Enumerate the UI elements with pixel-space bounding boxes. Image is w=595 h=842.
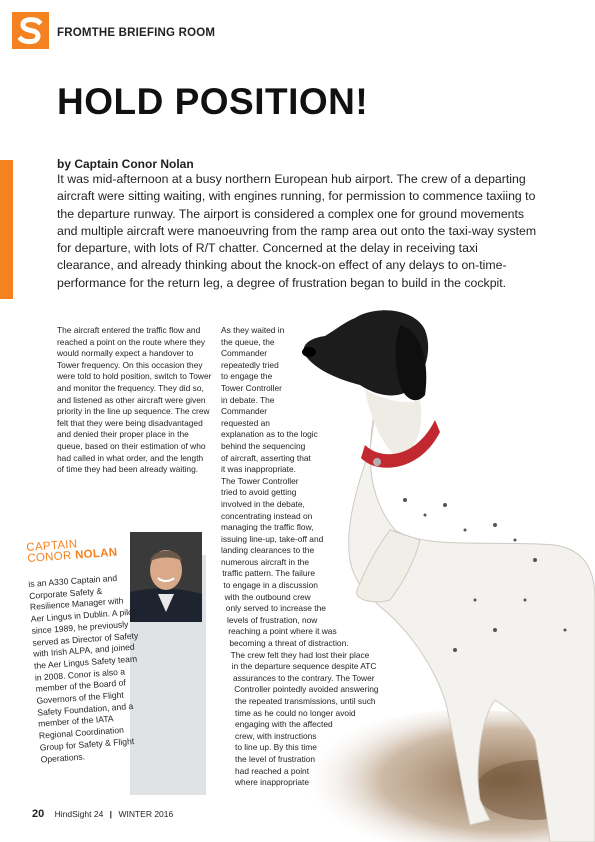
bio-name-given: CONOR <box>27 549 73 565</box>
body-line: becoming a threat of distraction. <box>229 638 349 649</box>
body-line: behind the sequencing <box>221 440 306 451</box>
body-line: Commander <box>221 348 268 359</box>
body-line: crew, with instructions <box>235 730 317 741</box>
body-line: numerous aircraft in the <box>221 556 309 567</box>
body-line: managing the traffic flow, <box>221 522 314 533</box>
accent-bar <box>0 160 13 299</box>
body-line: it was inappropriate. <box>221 464 296 475</box>
footer-divider: | <box>109 809 113 819</box>
body-line: time as he could no longer avoid <box>235 707 356 718</box>
body-line: the repeated transmissions, until such <box>235 696 376 706</box>
body-line: only served to increase the <box>225 603 326 614</box>
bio-text: is an A330 Captain and Corporate Safety & Resilience Manager with Aer Lingus in Dublin. A pilot since 1989, he previously served as Director of Safety with Irish ALPA, and joined the Aer Lingus Safety team in 2008. Conor is also a member of the Board of Governors of the Flight Safety Foundation, and a member of the IATA Regional Coordination Group for Safety & Flight Operations. <box>28 572 139 765</box>
section-label: FROMTHE BRIEFING ROOM <box>57 27 216 39</box>
body-paragraph: The aircraft entered the traffic flow and reached a point on the route where they would normally expect a handover to Tower frequency. On this occasion they were told to hold position, switch to Tower and monitor the frequency. They did so, and listened as other aircraft were given priority in the line up sequence. The crew felt that they were being disadvantaged and denied their proper place in the queue, based on their estimation of who had called in what order, and the length of time they had been already waiting. <box>57 325 212 475</box>
body-line: of aircraft, asserting that <box>221 452 311 463</box>
body-line: Controller pointedly avoided answering <box>234 684 379 695</box>
body-line: engaging with the affected <box>235 719 333 730</box>
body-line: The crew felt they had lost their place <box>230 649 370 660</box>
article-title: HOLD POSITION! <box>57 81 369 122</box>
body-line: involved in the debate, <box>221 498 305 509</box>
body-line: the queue, the <box>221 336 275 347</box>
body-line: requested an <box>221 417 270 428</box>
issue-name: WINTER 2016 <box>118 809 174 819</box>
body-column-1 <box>57 325 212 476</box>
body-line: in the departure sequence despite ATC <box>231 661 377 672</box>
body-line: concentrating instead on <box>221 510 313 521</box>
body-line: tried to avoid getting <box>221 487 297 498</box>
body-line: landing clearances to the <box>221 545 315 556</box>
body-line: levels of frustration, now <box>227 614 318 625</box>
publication-name: HindSight 24 <box>54 809 104 819</box>
logo-s-icon <box>12 12 49 49</box>
bio-name-line-1: CAPTAIN <box>26 538 78 554</box>
page-footer <box>32 808 173 820</box>
body-line: As they waited in <box>221 325 285 335</box>
body-line: reaching a point where it was <box>228 626 337 637</box>
body-line: Tower Controller <box>221 382 282 393</box>
hindsight-logo <box>12 12 49 49</box>
body-line: traffic pattern. The failure <box>222 568 315 579</box>
body-line: to engage the <box>221 371 273 382</box>
body-line: The Tower Controller <box>221 475 299 486</box>
body-line: explanation as to the logic <box>221 429 318 440</box>
bio-name-last: NOLAN <box>74 546 118 562</box>
body-line: repeatedly tried <box>221 359 279 370</box>
body-line: assurances to the contrary. The Tower <box>233 672 375 683</box>
body-line: where inappropriate <box>235 777 310 788</box>
body-line: to line up. By this time <box>235 742 317 753</box>
author-photo <box>130 532 202 622</box>
body-line: Commander <box>221 406 268 417</box>
body-column-2 <box>221 325 393 789</box>
article-intro: It was mid-afternoon at a busy northern European hub airport. The crew of a departing aircraft were sitting waiting, with engines running, for permission to commence taxiing to the departure runway. The airport is considered a complex one for ground movements and multiple aircraft were manoeuvring from the ramp area out onto the taxi-way system for departure, with lots of R/T chatter. Concerned at the delay in receiving taxi clearance, and already thinking about the knock-on effect of any delays to on-time-performance for the return leg, a degree of frustration began to build in the cockpit. <box>57 172 537 290</box>
body-line: to engage in a discussion <box>223 580 318 591</box>
page-number: 20 <box>32 808 45 820</box>
body-line: in debate. The <box>221 394 275 405</box>
article-byline: by Captain Conor Nolan <box>57 157 194 171</box>
body-line: the level of frustration <box>235 753 316 764</box>
body-line: had reached a point <box>235 765 310 776</box>
body-line: issuing line-up, take-off and <box>221 533 324 544</box>
body-line: with the outbound crew <box>224 591 311 602</box>
